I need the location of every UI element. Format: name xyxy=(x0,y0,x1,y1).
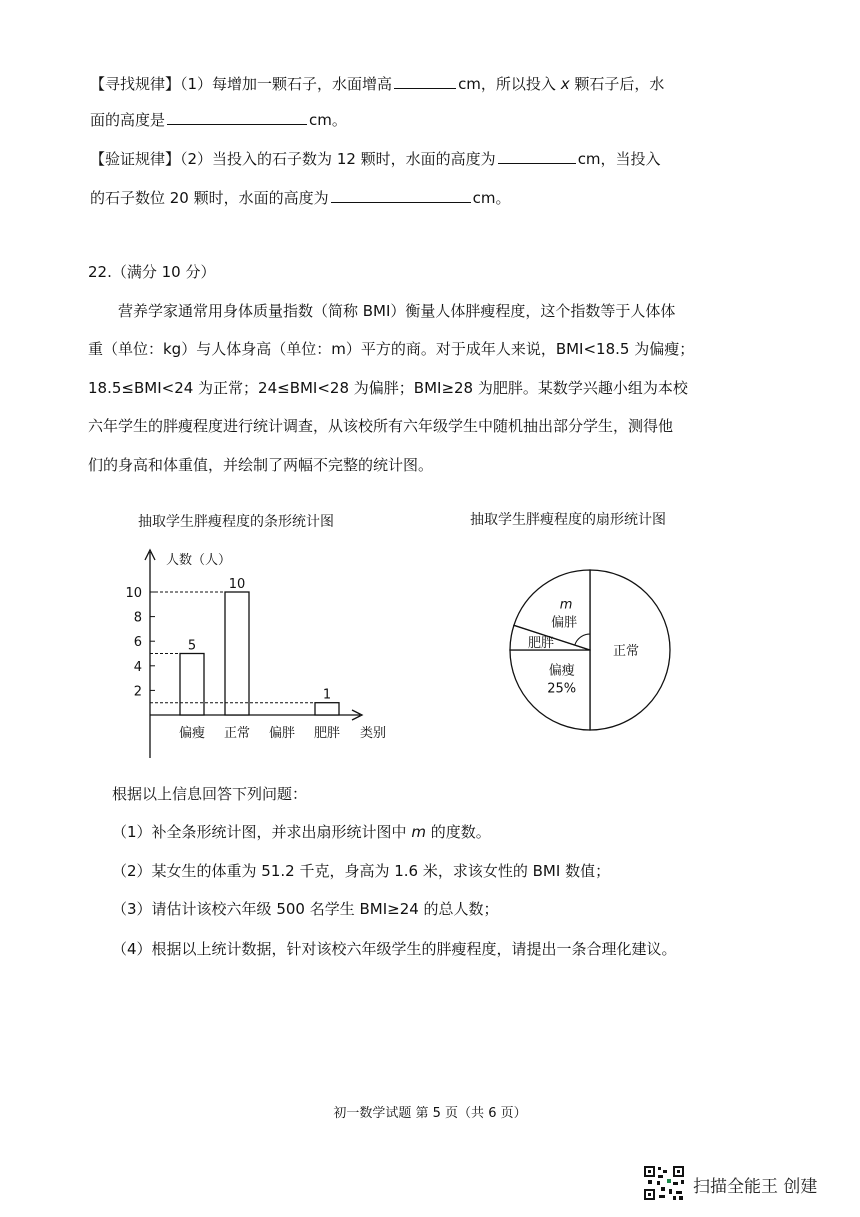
bar xyxy=(180,654,204,716)
rule-verify-text-d: cm。 xyxy=(472,189,511,207)
y-tick-label: 6 xyxy=(133,635,142,651)
pie-angle-label: m xyxy=(559,597,573,613)
pie-chart xyxy=(500,560,680,740)
q22-question-1-text: （1）补全条形统计图，并求出扇形统计图中 xyxy=(112,823,407,841)
rule-find-line-1 xyxy=(90,72,664,94)
rule-verify-text-a: （2）当投入的石子数为 12 颗时，水面的高度为 xyxy=(180,150,496,168)
y-axis-label: 人数（人） xyxy=(166,553,232,568)
q22-para-line-2: 重（单位：kg）与人体身高（单位：m）平方的商。对于成年人来说，BMI<18.5 为偏瘦； xyxy=(88,340,695,358)
bar xyxy=(315,703,339,715)
pie-slice-pct-label: 25% xyxy=(547,681,577,697)
scanner-brand-text: 扫描全能王 创建 xyxy=(693,1177,818,1197)
blank-increment[interactable] xyxy=(394,72,456,89)
rule-find-text-c: 颗石子后，水 xyxy=(574,75,665,93)
y-tick-label: 4 xyxy=(133,659,142,675)
bar-value-label: 1 xyxy=(322,687,332,703)
rule-find-text-d: 面的高度是 xyxy=(90,111,166,129)
bar-value-label: 10 xyxy=(228,577,246,592)
q22-header: 22.（满分 10 分） xyxy=(88,263,216,281)
x-tick-label: 正常 xyxy=(223,726,251,741)
q22-question-4: （4）根据以上统计数据，针对该校六年级学生的胖瘦程度，请提出一条合理化建议。 xyxy=(112,940,677,958)
q22-prompt: 根据以上信息回答下列问题： xyxy=(112,785,308,803)
blank-height-20[interactable] xyxy=(331,186,471,203)
q22-para-line-5: 们的身高和体重值，并绘制了两幅不完整的统计图。 xyxy=(88,456,434,474)
rule-verify-line-1 xyxy=(90,147,661,169)
x-tick-label: 偏胖 xyxy=(268,726,296,741)
rule-find-text-a: （1）每增加一颗石子，水面增高 xyxy=(180,75,393,93)
bar xyxy=(225,592,249,715)
q22-para-line-3: 18.5≤BMI<24 为正常；24≤BMI<28 为偏胖；BMI≥28 为肥胖。某数学兴趣小组为本校 xyxy=(88,379,688,397)
rule-verify-text-c: 的石子数位 20 颗时，水面的高度为 xyxy=(90,189,329,207)
rule-verify-text-b: cm，当投入 xyxy=(577,150,661,168)
rule-find-tag: 【寻找规律】 xyxy=(90,75,181,93)
pie-slice-label: 正常 xyxy=(612,644,640,659)
rule-verify-tag: 【验证规律】 xyxy=(90,150,181,168)
rule-find-line-2 xyxy=(90,108,347,130)
x-tick-label: 偏瘦 xyxy=(178,726,206,741)
blank-height-expression[interactable] xyxy=(167,108,307,125)
bar-chart xyxy=(110,540,410,765)
q22-para-line-1: 营养学家通常用身体质量指数（简称 BMI）衡量人体胖瘦程度，这个指数等于人体体 xyxy=(118,302,676,320)
rule-find-text-b: cm，所以投入 xyxy=(458,75,556,93)
bar-value-label: 5 xyxy=(187,638,197,654)
pie-slice-label: 肥胖 xyxy=(528,636,555,652)
rule-find-text-e: cm。 xyxy=(309,111,347,129)
q22-question-1-tail: 的度数。 xyxy=(430,823,491,841)
var-m: m xyxy=(411,823,426,841)
var-x: x xyxy=(560,75,570,93)
q22-question-2: （2）某女生的体重为 51.2 千克，身高为 1.6 米，求该女性的 BMI 数值； xyxy=(112,862,611,880)
x-axis-label: 类别 xyxy=(360,726,387,741)
blank-height-12[interactable] xyxy=(498,147,576,164)
y-tick-label: 2 xyxy=(133,684,142,700)
bar-chart-title: 抽取学生胖瘦程度的条形统计图 xyxy=(138,514,334,530)
q22-question-3: （3）请估计该校六年级 500 名学生 BMI≥24 的总人数； xyxy=(112,900,499,918)
x-tick-label: 肥胖 xyxy=(313,726,341,741)
pie-slice-label: 偏胖 xyxy=(551,615,578,631)
rule-verify-line-2 xyxy=(90,186,510,208)
page-footer: 初一数学试题 第 5 页（共 6 页） xyxy=(333,1106,527,1121)
y-tick-label: 8 xyxy=(133,610,142,626)
y-tick-label: 10 xyxy=(125,586,142,601)
q22-question-1 xyxy=(112,822,491,842)
q22-para-line-4: 六年学生的胖瘦程度进行统计调查，从该校所有六年级学生中随机抽出部分学生，测得他 xyxy=(88,417,674,435)
qr-code-icon xyxy=(643,1165,685,1201)
pie-slice-label: 偏瘦 xyxy=(548,663,575,679)
pie-chart-title: 抽取学生胖瘦程度的扇形统计图 xyxy=(470,512,666,528)
